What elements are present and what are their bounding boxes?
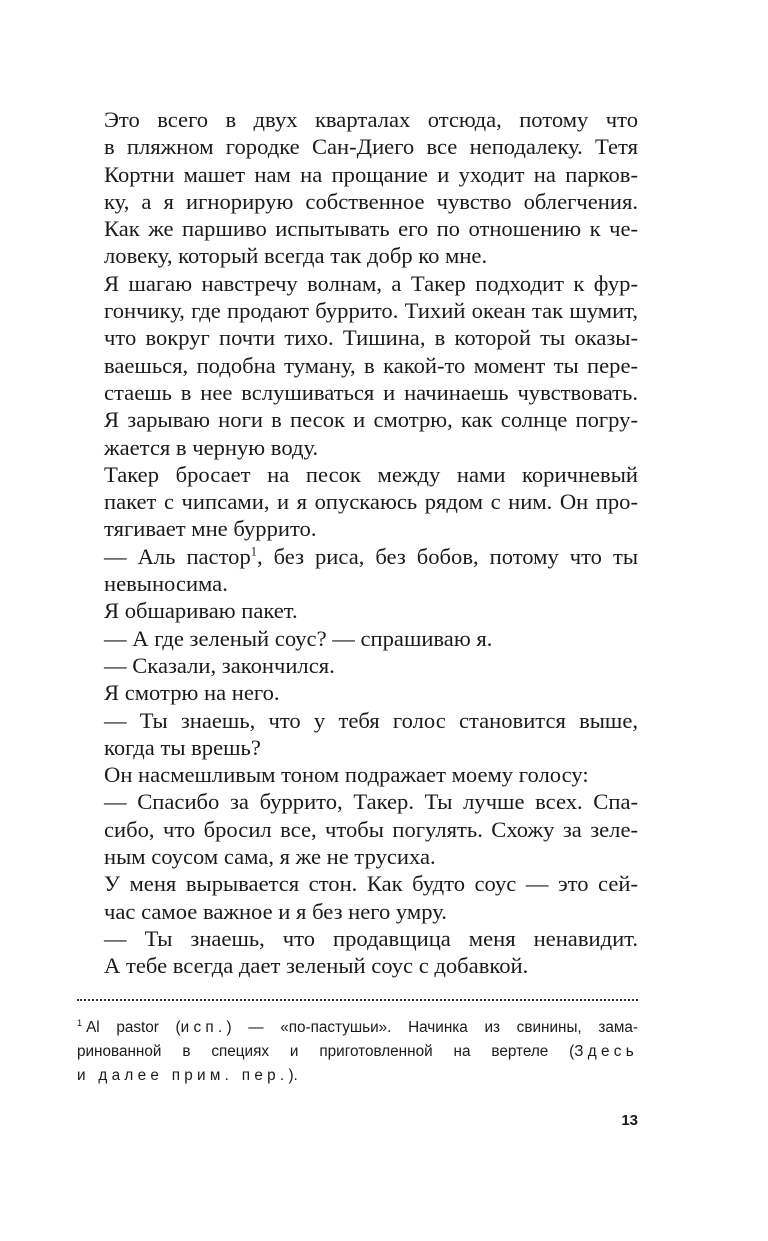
text-line: час самое важное и я без него умру. — [104, 898, 447, 924]
footnote-mark: 1 — [77, 1017, 83, 1028]
text-line: Как же паршиво испытывать его по отношению к че- — [104, 216, 638, 242]
text-line: Он насмешливым тоном подражает моему голосу: — [104, 762, 589, 788]
text-line: в пляжном городке Сан-Диего все неподалеку. Тетя — [104, 134, 638, 160]
paragraph — [77, 270, 638, 461]
text-fragment: и далее прим. пер. — [77, 1067, 289, 1085]
text-line: Я обшариваю пакет. — [104, 598, 298, 624]
paragraph — [77, 761, 638, 788]
text-line: невыносима. — [104, 571, 228, 597]
text-line: Это всего в двух кварталах отсюда, потому что — [104, 107, 638, 132]
text-line — [77, 543, 638, 570]
footnote-reference: 1 — [250, 544, 257, 559]
text-fragment: — Аль пастор — [104, 543, 251, 569]
text-line: ваешься, подобна туману, в какой-то момент ты пере- — [104, 352, 638, 378]
text-fragment: ринованной в специях и приготовленной на вертеле ( — [77, 1043, 575, 1061]
paragraph — [77, 925, 638, 980]
text-line: — Сказали, закончился. — [104, 652, 335, 678]
paragraph — [77, 543, 638, 598]
text-line: стаешь в нее вслушиваться и начинаешь чувствовать. — [104, 379, 638, 405]
text-line: — Спасибо за буррито, Такер. Ты лучше всех. Спа- — [104, 789, 638, 815]
text-fragment: ) — «по-пастушьи». Начинка из свинины, зама- — [226, 1019, 638, 1036]
text-line: ловеку, который всегда так добр ко мне. — [104, 243, 488, 269]
text-line: жается в черную воду. — [104, 434, 319, 460]
text-line: Я зарываю ноги в песок и смотрю, как солнце погру- — [104, 407, 638, 433]
text-line: тягивает мне буррито. — [104, 516, 317, 542]
footnote-line — [77, 1016, 638, 1040]
footnote-divider — [77, 999, 638, 1001]
text-line: Такер бросает на песок между нами коричневый — [104, 461, 638, 487]
text-line: — Ты знаешь, что у тебя голос становится выше, — [104, 707, 638, 733]
body-text — [77, 102, 638, 980]
text-line: когда ты врешь? — [104, 734, 261, 760]
footnote-line — [77, 1064, 638, 1088]
text-line: Я шагаю навстречу волнам, а Такер подходит к фур- — [104, 270, 638, 296]
paragraph — [77, 788, 638, 870]
paragraph — [77, 870, 638, 925]
paragraph — [77, 679, 638, 706]
text-line: — Ты знаешь, что продавщица меня ненавидит. — [104, 925, 638, 951]
paragraph — [77, 652, 638, 679]
text-line: что вокруг почти тихо. Тишина, в которой ты оказы- — [104, 325, 638, 351]
paragraph — [77, 106, 638, 270]
page-number: 13 — [621, 1112, 638, 1129]
text-line: У меня вырывается стон. Как будто соус — это сей- — [104, 871, 638, 897]
paragraph — [77, 625, 638, 652]
paragraph — [77, 707, 638, 762]
text-line: пакет с чипсами, и я опускаюсь рядом с ним. Он про- — [104, 489, 638, 515]
text-line: ным соусом сама, я же не трусиха. — [104, 844, 436, 870]
text-fragment: исп. — [180, 1019, 227, 1036]
text-line: Кортни машет нам на прощание и уходит на парков- — [104, 161, 638, 187]
text-line: — А где зеленый соус? — спрашиваю я. — [104, 625, 493, 651]
text-line: Я смотрю на него. — [104, 680, 280, 706]
text-fragment: , без риса, без бобов, потому что ты — [256, 543, 638, 569]
footnote-line — [77, 1040, 638, 1064]
paragraph — [77, 461, 638, 543]
footnote — [77, 1016, 638, 1089]
text-line: гончику, где продают буррито. Тихий океан так шумит, — [104, 298, 638, 324]
text-fragment: ). — [288, 1067, 298, 1085]
paragraph — [77, 597, 638, 624]
text-fragment: Al pastor ( — [86, 1019, 181, 1036]
text-line: ку, а я игнорирую собственное чувство облегчения. — [104, 188, 638, 214]
text-fragment: Здесь — [574, 1043, 638, 1061]
text-line: сибо, что бросил все, чтобы погулять. Схожу за зеле- — [104, 816, 638, 842]
text-line: А тебе всегда дает зеленый соус с добавкой. — [104, 953, 529, 979]
